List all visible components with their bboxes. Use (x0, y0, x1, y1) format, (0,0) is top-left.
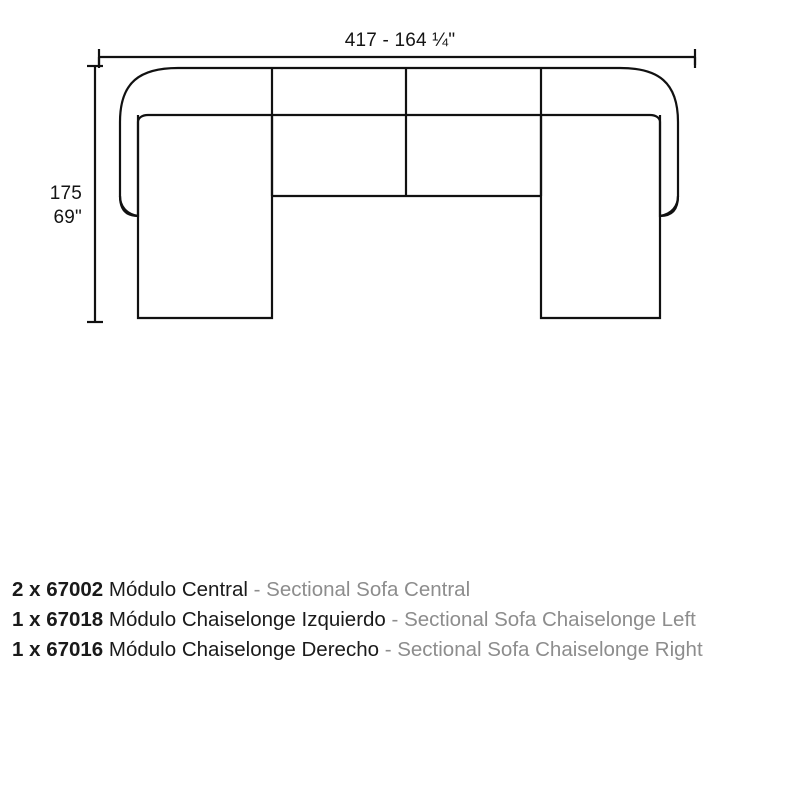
right-chaise-outline (541, 115, 660, 318)
height-dimension-in: 69" (53, 206, 82, 228)
legend-label-es: Módulo Chaiselonge Derecho (108, 638, 379, 661)
legend-qty: 2 x 67002 (12, 578, 104, 601)
legend-label-en: Sectional Sofa Central (266, 578, 471, 601)
legend-row (12, 635, 792, 665)
height-dimension-cm: 175 (49, 183, 82, 204)
legend-label-en: Sectional Sofa Chaiselonge Left (404, 608, 696, 631)
left-chaise-outline (138, 115, 272, 318)
legend-row (12, 575, 792, 605)
legend-separator: - (253, 578, 261, 601)
sofa-back-outline (120, 68, 678, 216)
legend-label-es: Módulo Chaiselonge Izquierdo (108, 608, 386, 631)
module-legend (12, 575, 792, 665)
width-dimension-label: 417 - 164 ¼" (344, 30, 456, 51)
legend-label-en: Sectional Sofa Chaiselonge Right (397, 638, 703, 661)
legend-qty: 1 x 67018 (12, 608, 104, 631)
legend-qty: 1 x 67016 (12, 638, 104, 661)
right-arm-inner-curve (660, 196, 678, 216)
height-dimension-label (20, 182, 82, 230)
legend-separator: - (384, 638, 392, 661)
legend-label-es: Módulo Central (108, 578, 248, 601)
legend-separator: - (391, 608, 399, 631)
left-arm-inner-curve (120, 196, 138, 216)
legend-row (12, 605, 792, 635)
